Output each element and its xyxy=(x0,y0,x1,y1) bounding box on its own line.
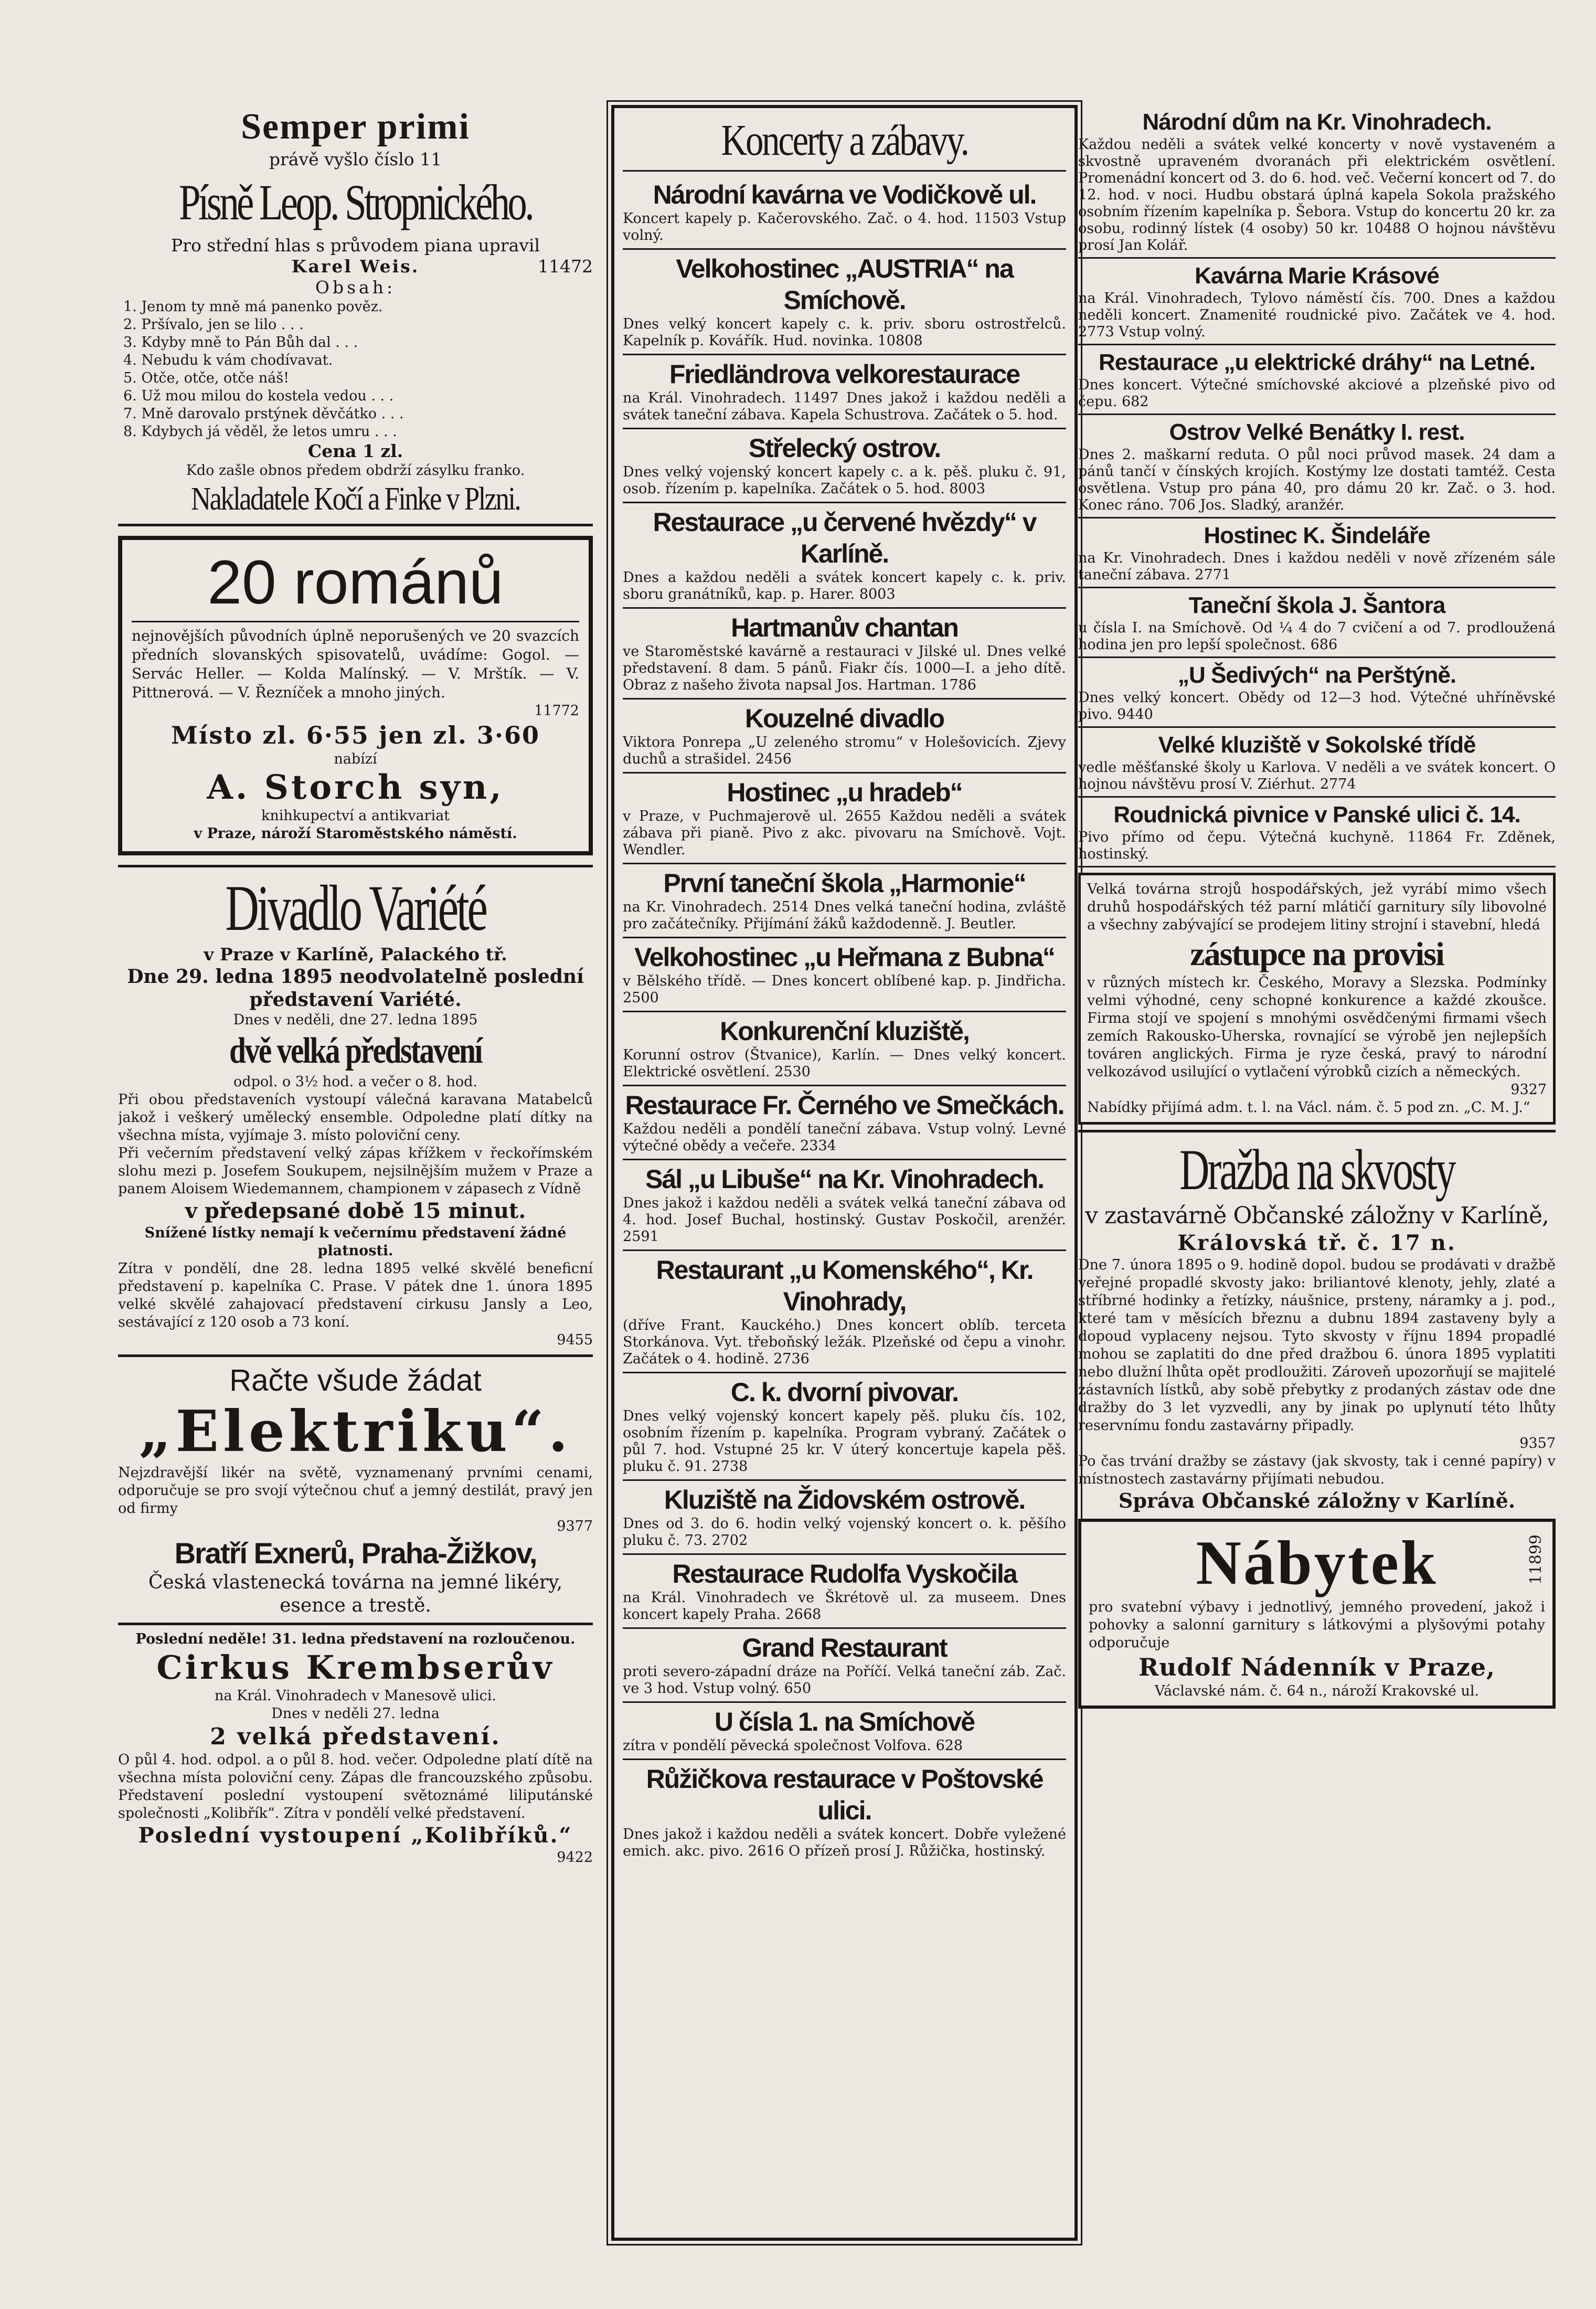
cirkus-date: Dnes v neděli 27. ledna xyxy=(271,1706,440,1722)
listing-title: Velkohostinec „u Heřmana z Bubna“ xyxy=(634,942,1055,972)
listing-text: Každou neděli a pondělí taneční zábava. Vstup volný. Levné výtečné obědy a večeře. 2334 xyxy=(623,1121,1066,1154)
listing-text: na Král. Vinohradech ve Škrétově ul. za museem. Dnes koncert kapely Praha. 2668 xyxy=(623,1590,1066,1623)
listing-entry xyxy=(623,1251,1066,1373)
listing-entry xyxy=(623,864,1066,938)
listing-entry xyxy=(623,1703,1066,1760)
romanu-num: 11772 xyxy=(534,703,579,719)
divadlo-reduced: Snížené lístky nemají k večernímu představení žádné platnosti. xyxy=(144,1225,567,1259)
listing-text: ve Staroměstské kavárně a restauraci v Jilské ul. Dnes velké představení. 8 dam. 5 pánů. Fiakr čís. 1000—I. a jeho dítě. Obraz z našeho života napsal Jos. Hartman. 1786 xyxy=(623,643,1066,693)
listing-text: Dnes velký koncert kapely c. k. priv. sboru ostrostřelců. Kapelník p. Kovářík. Hud. novinka. 10808 xyxy=(623,316,1066,349)
drazba-text2: Po čas trvání dražby se zástavy (jak skvosty, tak i cenné papíry) v místnostech zastavárny přijímati nebudou. xyxy=(1078,1453,1556,1487)
cirkus-text: O půl 4. hod. odpol. a o půl 8. hod. večer. Odpoledne platí dítě na všechna místa poloviční ceny. Zápas dle francouzského způsobu. Představení poslední vystoupení světoznámé liliputánské společnosti „Kolibřík“. Zítra v pondělí velké představení. xyxy=(118,1752,593,1821)
listing-title: Národní kavárna ve Vodičkově ul. xyxy=(653,180,1036,209)
listing-title: C. k. dvorní pivovar. xyxy=(730,1378,959,1407)
elektrik-firm-sub: Česká vlastenecká továrna na jemné likéry, esence a trestě. xyxy=(148,1572,563,1616)
listing-entry xyxy=(623,1629,1066,1703)
listing-text: Dnes koncert. Výtečné smíchovské akciové a plzeňské pivo od čepu. 682 xyxy=(1078,377,1556,410)
romanu-text: nejnovějších původních úplně neporušených ve 20 svazcích předních slovanských spisovatelů, uvádíme: Gogol. — Servác Heller. — Kolda Malínský. — V. Mrštík. — V. Pittnerová. — V. Řezníček a mnoho jiných. xyxy=(132,627,579,701)
listing-title: Kouzelné divadlo xyxy=(744,704,944,733)
listing-text: Dnes 2. maškarní reduta. O půl noci průvod masek. 24 dam a pánů tančí v čínských krojích. Kostýmy lze dostati tamtéž. Cesta osvětlena. Vstup pro pána 40, pro dámu 20 kr. Zač. o 3. hod. Konec ráno. 706 Jos. Sladký, aranžér. xyxy=(1078,447,1556,513)
divider xyxy=(118,1354,593,1357)
listing-text: na Kr. Vinohradech. 2514 Dnes velká taneční hodina, zvláště pro začátečníky. Přijímání žáků každodenně. J. Beutler. xyxy=(623,899,1066,932)
listing-title: Velkohostinec „AUSTRIA“ na Smíchově. xyxy=(676,254,1013,315)
cirkus-top: Poslední neděle! 31. ledna představení na rozloučenou. xyxy=(135,1631,576,1647)
listing-title: Ostrov Velké Benátky I. rest. xyxy=(1169,419,1465,445)
listing-text: Dnes jakož i každou neděli a svátek koncert. Dobře vyležené emich. akc. pivo. 2616 O přízeň prosí J. Růžička, hostinský. xyxy=(623,1826,1066,1859)
listing-entry xyxy=(1078,105,1556,259)
cirkus-ad xyxy=(118,1630,593,1867)
zastupce-offers: Nabídky přijímá adm. t. l. na Václ. nám. č. 5 pod zn. „C. M. J.“ xyxy=(1087,1099,1530,1116)
listing-entry xyxy=(623,700,1066,774)
listing-text: proti severo-západní dráze na Poříčí. Velká taneční záb. Zač. ve 3 hod. Vstup volný. 650 xyxy=(623,1664,1066,1697)
listing-entry xyxy=(1078,259,1556,345)
concerts-list xyxy=(623,176,1066,1864)
romanu-title: 20 románů xyxy=(207,548,504,617)
concerts-column xyxy=(611,105,1078,2241)
cirkus-num: 9422 xyxy=(557,1849,593,1866)
semper-item: 1. Jenom ty mně má panenko pověz. xyxy=(123,299,383,315)
listing-entry xyxy=(623,1760,1066,1864)
listing-text: na Král. Vinohradech, Tylovo náměstí čís. 700. Dnes a každou neděli koncert. Znamenité roudnické pivo. Začátek ve 4. hod. 2773 Vstup volný. xyxy=(1078,290,1556,340)
listing-entry xyxy=(623,503,1066,609)
romanu-price: Místo zl. 6·55 jen zl. 3·60 xyxy=(171,721,540,749)
listing-entry xyxy=(623,774,1066,864)
listing-text: na Král. Vinohradech. 11497 Dnes jakož i každou neděli a svátek taneční zábava. Kapela Schustrova. Začátek o 5. hod. xyxy=(623,390,1066,423)
listing-text: Dnes velký vojenský koncert kapely pěš. pluku čís. 102, osobním řízením p. kapelníka. Program vybraný. Začátek o půl 7. hod. Vstupné 25 kr. V úterý koncertuje kapela pěš. pluku č. 91. 2738 xyxy=(623,1408,1066,1475)
listing-title: Restaurace Rudolfa Vyskočila xyxy=(672,1559,1017,1588)
divadlo-date: Dne 29. ledna 1895 neodvolatelně poslední představení Variété. xyxy=(127,966,584,1011)
nabytek-firm: Rudolf Nádenník v Praze, xyxy=(1138,1653,1496,1681)
listing-title: Roudnická pivnice v Panské ulici č. 14. xyxy=(1113,802,1520,828)
cirkus-place: na Král. Vinohradech v Manesově ulici. xyxy=(215,1688,496,1704)
listing-title: Kluziště na Židovském ostrově. xyxy=(664,1485,1025,1514)
divider xyxy=(118,1623,593,1625)
listing-entry xyxy=(1078,658,1556,728)
listing-text: u čísla I. na Smíchově. Od ¼ 4 do 7 cvičení a od 7. prodloužená hodina jen pro lepší společnost. 686 xyxy=(1078,620,1556,653)
nabytek-title: Nábytek xyxy=(1196,1528,1438,1597)
listing-text: v Bělského třídě. — Dnes koncert oblíbené kap. p. Jindřicha. 2500 xyxy=(623,973,1066,1006)
listing-title: Konkurenční kluziště, xyxy=(720,1016,969,1046)
semper-heading: Písně Leop. Stropnického. xyxy=(178,174,533,230)
divider xyxy=(623,170,1066,172)
listing-text: Koncert kapely p. Kačerovského. Zač. o 4. hod. 11503 Vstup volný. xyxy=(623,210,1066,243)
listing-entry xyxy=(1078,798,1556,867)
listing-entry xyxy=(1078,345,1556,415)
listing-title: U čísla 1. na Smíchově xyxy=(714,1707,975,1736)
divadlo-text2: Při večerním představení velký zápas křížkem v řeckořímském slohu mezi p. Josefem Soukupem, nejsilnějším mužem v Praze a panem Aloisem Wiedemannem, championem v zápasech z Vídně xyxy=(118,1145,593,1197)
listing-entry xyxy=(623,355,1066,429)
divider xyxy=(118,865,593,867)
listing-entry xyxy=(623,1481,1066,1555)
elektrik-text: Nejzdravější likér na světě, vyznamenaný prvními cenami, odporučuje se pro svojí výtečnou chuť a jemný destilát, pravý jen od firmy xyxy=(118,1465,593,1517)
listing-title: Hostinec „u hradeb“ xyxy=(727,778,962,807)
drazba-sign: Správa Občanské záložny v Karlíně. xyxy=(1118,1489,1516,1512)
listing-entry xyxy=(623,250,1066,355)
divider xyxy=(132,621,579,622)
divadlo-text3: Zítra v pondělí, dne 28. ledna 1895 velké skvělé beneficní představení p. kapelníka C. Prase. V pátek dne 1. února 1895 velké skvělé zahajovací představení cirkusu Jansly a Leo, sestávající z 120 osob a 73 koní. xyxy=(118,1261,593,1330)
listing-title: Hartmanův chantan xyxy=(731,613,958,642)
divider xyxy=(1078,1130,1556,1132)
listing-entry xyxy=(623,1373,1066,1481)
listing-entry xyxy=(623,609,1066,700)
zastupce-title: zástupce na provisi xyxy=(1190,935,1444,972)
listing-text: zítra v pondělí pěvecká společnost Volfova. 628 xyxy=(623,1738,963,1754)
elektrik-title: „Elektriku“. xyxy=(139,1399,572,1465)
listing-entry xyxy=(623,176,1066,250)
left-column xyxy=(118,105,593,2204)
romanu-address: v Praze, nároží Staroměstského náměstí. xyxy=(194,825,517,842)
drazba-street: Královská tř. č. 17 n. xyxy=(1177,1231,1456,1255)
listing-entry xyxy=(623,1160,1066,1251)
nabytek-num: 11899 xyxy=(1527,1534,1545,1585)
listing-title: Sál „u Libuše“ na Kr. Vinohradech. xyxy=(645,1164,1044,1194)
listing-title: Friedländrova velkorestaurace xyxy=(669,359,1020,389)
listing-title: Střelecký ostrov. xyxy=(748,433,941,463)
semper-item: 5. Otče, otče, otče náš! xyxy=(123,370,289,386)
listing-entry xyxy=(1078,588,1556,658)
listing-entry xyxy=(623,1086,1066,1160)
semper-title: Semper primi xyxy=(241,107,470,147)
listing-title: Velké kluziště v Sokolské třídě xyxy=(1158,732,1476,758)
listing-title: Restaurace „u elektrické dráhy“ na Letné. xyxy=(1098,349,1536,375)
listing-title: Národní dům na Kr. Vinohradech. xyxy=(1142,109,1492,135)
semper-desc: Pro střední hlas s průvodem piana upravil xyxy=(171,235,540,256)
listing-entry xyxy=(623,938,1066,1012)
listing-text: Korunní ostrov (Štvanice), Karlín. — Dnes velký koncert. Elektrické osvětlení. 2530 xyxy=(623,1047,1066,1080)
listing-text: Každou neděli a svátek velké koncerty v nově vystaveném a skvostně upraveném dvoranách při elektrickém osvětlení. Promenádní koncert od 3. do 6. hod. več. Večerní koncert od 7. do 12. hod. v noci. Hudbu obstará úplná kapela Sokola pražského osobním řízením kapelníka p. Šebora. Vstup do koncertu 20 kr. za osobu, rodinný lístek (4 osoby) 50 kr. 10488 O hojnou návštěvu prosí Jan Kolář. xyxy=(1078,136,1556,253)
semper-item: 3. Kdyby mně to Pán Bůh dal . . . xyxy=(123,334,358,351)
listing-title: Růžičkova restaurace v Poštovské ulici. xyxy=(646,1764,1043,1825)
semper-note: Kdo zašle obnos předem obdrží zásylku franko. xyxy=(186,462,525,479)
listing-title: Restaurace Fr. Černého ve Smečkách. xyxy=(625,1090,1064,1120)
listing-text: (dříve Frant. Kauckého.) Dnes koncert oblíb. terceta Storkánova. Vyt. třeboňský ležák. Plzeňské od čepu a vinohr. Začátek o 4. hodině. 2736 xyxy=(623,1317,1066,1367)
romanu-ad xyxy=(118,536,593,855)
cirkus-title: Cirkus Krembserův xyxy=(156,1648,555,1687)
listing-text: Dnes od 3. do 6. hodin velký vojenský koncert o. k. pěšího pluku č. 73. 2702 xyxy=(623,1516,1066,1549)
listing-text: Viktora Ponrepa „U zeleného stromu“ v Holešovicích. Zjevy duchů a strašidel. 2456 xyxy=(623,734,1066,767)
divider xyxy=(118,524,593,526)
listing-text: Dnes velký vojenský koncert kapely c. a k. pěš. pluku č. 91, osob. řízením p. kapelníka. Začátek o 5. hod. 8003 xyxy=(623,464,1066,497)
listing-text: v Praze, v Puchmajerově ul. 2655 Každou neděli a svátek zábava při pianě. Pivo z akc. pivovaru na Smíchově. Vojt. Wendler. xyxy=(623,808,1066,858)
nabytek-text: pro svatební výbavy i jednotlivý, jemného provedení, jakož i pohovky a salonní garnitury s látkovými a plyšovými potahy odporučuje xyxy=(1089,1599,1545,1651)
nabytek-address: Václavské nám. č. 64 n., nároží Krakovské ul. xyxy=(1154,1683,1480,1699)
divadlo-place: v Praze v Karlíně, Palackého tř. xyxy=(204,944,507,965)
divadlo-ad xyxy=(118,873,593,1349)
listing-entry xyxy=(1078,728,1556,798)
zastupce-text: v různých místech kr. Českého, Moravy a Slezska. Podmínky velmi výhodné, ceny schopné konkurence a každé zkoušce. Firma stojí ve spojení s mnohými osvědčenými firmami všech zemích Rakousko-Uherska, rovnající se výrobě jen nejlepších továren anglických. Firma je ryze česká, pravý to národní velkozávod usilující o vytlačení výrobků cizích a německých. xyxy=(1087,975,1547,1080)
listing-text: Dnes jakož i každou neděli a svátek velká taneční zábava od 4. hod. Josef Buchal, hostinský. Gustav Poskočil, arenžér. 2591 xyxy=(623,1195,1066,1245)
cirkus-shows: 2 velká představení. xyxy=(210,1723,501,1750)
listing-title: Kavárna Marie Krásové xyxy=(1195,263,1439,289)
zastupce-intro: Velká továrna strojů hospodářských, jež vyrábí mimo všech druhů hospodářských též parní mlátičí garnitury síly libovolné a všechny zabývající se prodejem litiny strojní i stavební, hledá xyxy=(1087,881,1547,933)
right-entries-list xyxy=(1078,105,1556,867)
divadlo-warning: v předepsané době 15 minut. xyxy=(185,1199,526,1223)
concerts-header: Koncerty a zábavy. xyxy=(721,116,968,165)
listing-title: „U Šedivých“ na Perštýně. xyxy=(1177,662,1456,688)
romanu-offer: nabízí xyxy=(334,751,377,767)
elektrik-num: 9377 xyxy=(557,1518,593,1534)
cirkus-last: Poslední vystoupení „Kolibříků.“ xyxy=(138,1823,573,1848)
listing-entry xyxy=(623,1555,1066,1629)
zastupce-ad xyxy=(1078,873,1556,1125)
elektrik-ask: Račte všude žádat xyxy=(229,1363,482,1397)
listing-text: Dnes velký koncert. Obědy od 12—3 hod. Výtečné uhříněvské pivo. 9440 xyxy=(1078,690,1556,723)
semper-item: 7. Mně darovalo prstýnek děvčátko . . . xyxy=(123,406,404,422)
nabytek-ad xyxy=(1078,1519,1556,1709)
semper-item: 4. Nebudu k vám chodívavat. xyxy=(123,352,333,368)
semper-item: 8. Kdybych já věděl, že letos umru . . . xyxy=(123,423,397,440)
semper-num: 11472 xyxy=(538,256,593,277)
listing-entry xyxy=(623,1012,1066,1086)
semper-sub: právě vyšlo číslo 11 xyxy=(269,149,442,170)
semper-item: 6. Už mou milou do kostela vedou . . . xyxy=(123,388,394,404)
drazba-text: Dne 7. února 1895 o 9. hodině dopol. budou se prodávati v dražbě veřejné propadlé skvosty jako: briliantové klenoty, jehly, zlaté a stříbrné hodinky a řetízky, náušnice, prsteny, náramky a j. pod., které tam v měsících březnu a dubnu 1894 zastaveny byly a dopoud vyplaceny nejsou. Tyto skvosty v říjnu 1894 propadlé mohou se zaplatiti do dne před dražbou 6. února 1895 vyplatiti nebo dlužní lhůta opět prodloužiti. Zároveň upozorňují se majitelé zástavních lístků, aby sobě přebytky z prodaných zástav ode dne dražby do 3 let vyzvedli, any by jinak po uplynutí této lhůty reservnímu fondu zastavárny připadly. xyxy=(1078,1257,1556,1434)
divadlo-text1: Při obou představeních vystoupí válečná karavana Matabelců jakož i veškerý umělecký ensemble. Odpoledne platí dítky na všechna místa, vyjímaje 3. místo poloviční ceny. xyxy=(118,1092,593,1143)
drazba-ad xyxy=(1078,1138,1556,1513)
listing-title: Restaurant „u Komenského“, Kr. Vinohrady, xyxy=(656,1255,1033,1316)
divadlo-sunday: Dnes v neděli, dne 27. ledna 1895 xyxy=(233,1012,478,1028)
listing-entry xyxy=(1078,415,1556,518)
drazba-num: 9357 xyxy=(1519,1435,1556,1452)
semper-publisher: Nakladatele Kočí a Finke v Plzni. xyxy=(190,481,520,517)
semper-price: Cena 1 zl. xyxy=(307,441,403,461)
listing-text: Dnes a každou neděli a svátek koncert kapely c. k. priv. sboru granátníků, kap. p. Harer. 8003 xyxy=(623,569,1066,602)
listing-title: Taneční škola J. Šantora xyxy=(1188,592,1445,618)
divadlo-num: 9455 xyxy=(557,1332,593,1348)
zastupce-num: 9327 xyxy=(1510,1082,1547,1098)
right-column xyxy=(1078,105,1556,2309)
semper-ad xyxy=(118,105,593,518)
listing-title: Restaurace „u červené hvězdy“ v Karlíně. xyxy=(653,507,1036,568)
divadlo-shows: dvě velká představení xyxy=(229,1031,482,1071)
semper-contents xyxy=(118,298,593,441)
listing-entry xyxy=(623,429,1066,503)
listing-title: Grand Restaurant xyxy=(742,1633,947,1662)
listing-title: První taneční škola „Harmonie“ xyxy=(663,868,1026,898)
drazba-sub: v zastavárně Občanské záložny v Karlíně, xyxy=(1085,1202,1549,1229)
semper-contents-label: Obsah: xyxy=(315,277,396,298)
romanu-company: A. Storch syn, xyxy=(207,768,504,807)
listing-text: na Kr. Vinohradech. Dnes i každou neděli v nově zřízeném sále taneční zábava. 2771 xyxy=(1078,550,1556,583)
listing-title: Hostinec K. Šindeláře xyxy=(1204,523,1430,548)
listing-entry xyxy=(1078,518,1556,588)
elektrik-ad xyxy=(118,1362,593,1617)
romanu-company-sub: knihkupectví a antikvariat xyxy=(261,808,450,824)
divadlo-times: odpol. o 3½ hod. a večer o 8. hod. xyxy=(233,1074,477,1090)
listing-text: Pivo přímo od čepu. Výtečná kuchyně. 11864 Fr. Zděnek, hostinský. xyxy=(1078,829,1556,862)
semper-item: 2. Pršívalo, jen se lilo . . . xyxy=(123,316,304,333)
semper-author: Karel Weis. xyxy=(291,256,420,277)
listing-text: vedle měšťanské školy u Karlova. V neděli a ve svátek koncert. O hojnou návštěvu prosí V. Ziérhut. 2774 xyxy=(1078,759,1556,792)
elektrik-firm: Bratří Exnerů, Praha-Žižkov, xyxy=(174,1537,537,1570)
divadlo-title: Divadlo Variété xyxy=(225,872,486,944)
drazba-title: Dražba na skvosty xyxy=(1179,1138,1454,1202)
